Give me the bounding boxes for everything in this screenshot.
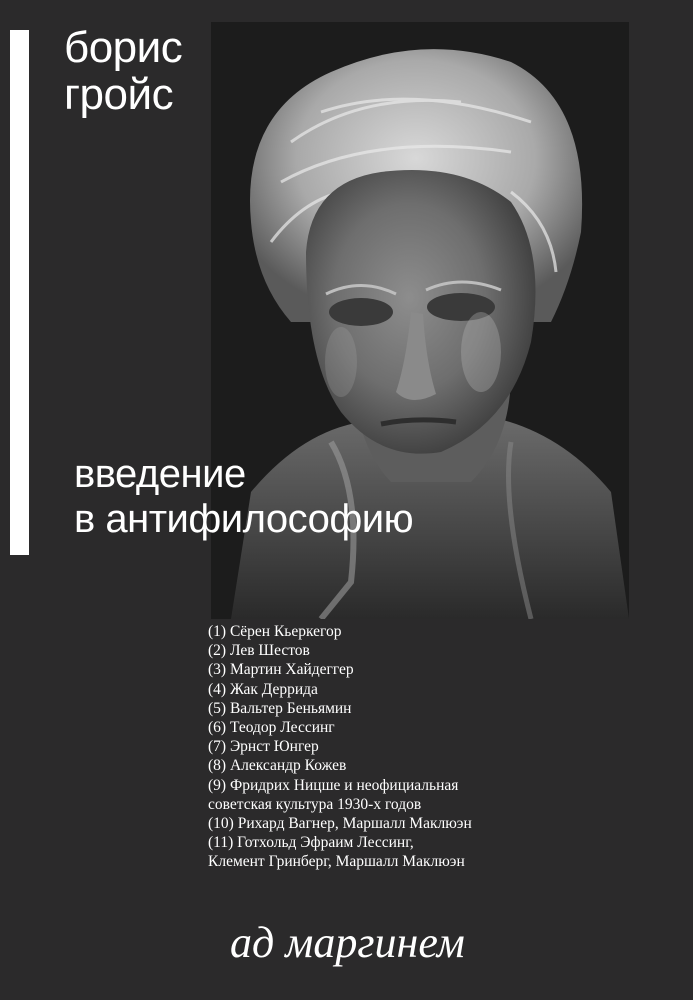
contents-item: (10) Рихард Вагнер, Маршалл Маклюэн	[208, 815, 472, 833]
contents-item: (7) Эрнст Юнгер	[208, 738, 319, 756]
book-title-line-2: в антифилософию	[74, 497, 414, 541]
white-vertical-bar	[10, 30, 29, 555]
contents-item: советская культура 1930-х годов	[208, 795, 422, 813]
author-first-name: борис	[64, 23, 183, 72]
contents-item: (2) Лев Шестов	[208, 642, 310, 660]
contents-item: (11) Готхольд Эфраим Лессинг,	[208, 834, 414, 852]
table-of-contents	[208, 622, 678, 872]
book-title-line-1: введение	[74, 452, 246, 496]
contents-item: (9) Фридрих Ницше и неофициальная	[208, 776, 459, 794]
contents-item: (8) Александр Кожев	[208, 757, 347, 775]
author-name	[64, 24, 264, 118]
publisher-name: ад маргинем	[230, 918, 465, 967]
contents-item: (4) Жак Деррида	[208, 680, 318, 698]
contents-item: (1) Сёрен Кьеркегор	[208, 623, 342, 640]
author-last-name: гройс	[64, 70, 174, 119]
contents-item: (6) Теодор Лессинг	[208, 719, 335, 737]
contents-item: (5) Вальтер Беньямин	[208, 699, 352, 717]
book-title	[74, 452, 634, 542]
contents-item: Клемент Гринберг, Маршалл Маклюэн	[208, 853, 465, 871]
contents-item: (3) Мартин Хайдеггер	[208, 661, 354, 679]
